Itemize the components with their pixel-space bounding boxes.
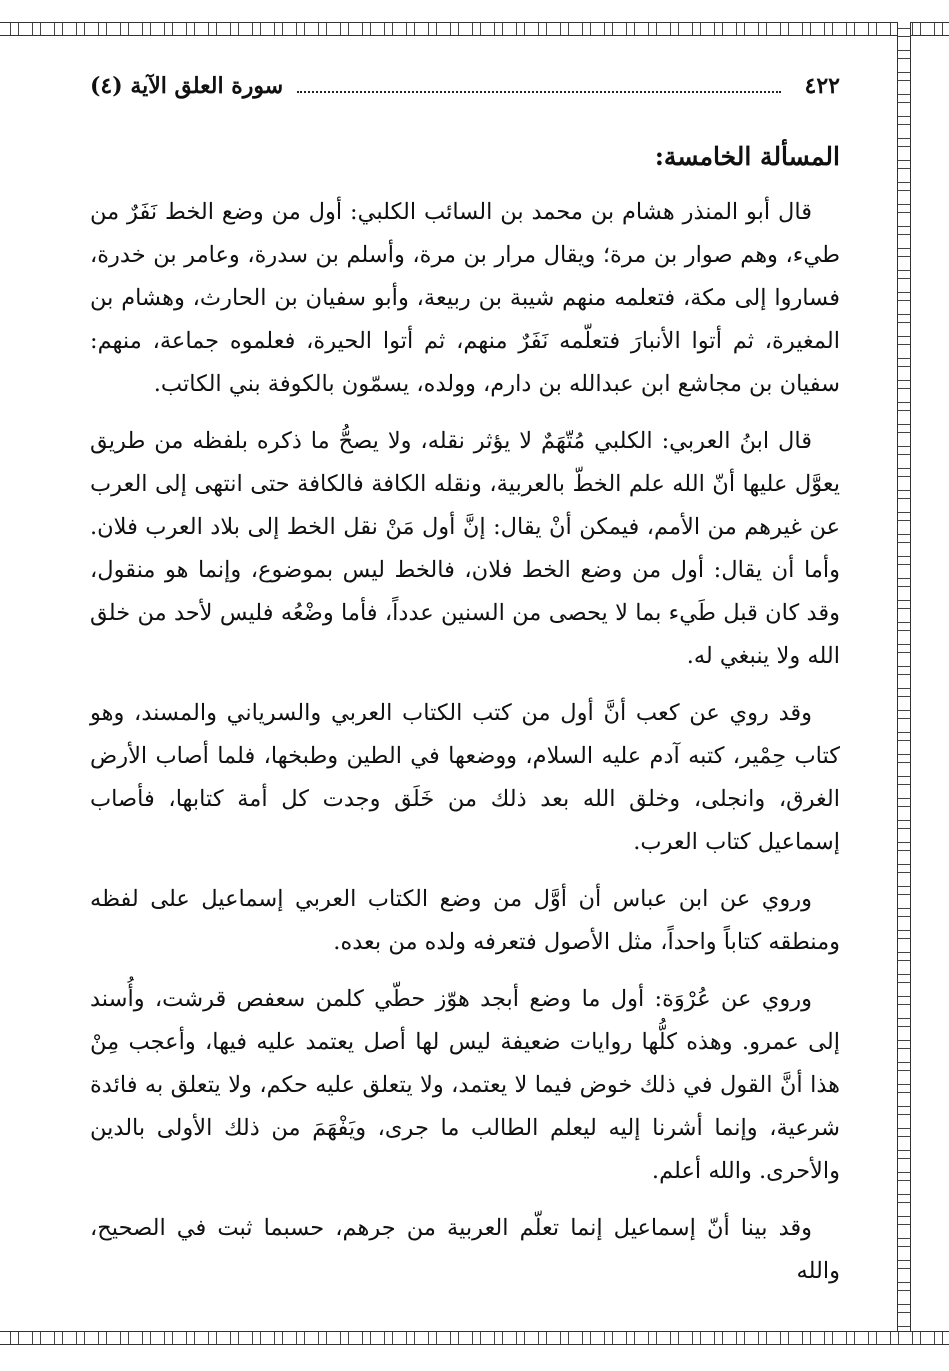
paragraph: وقد بينا أنّ إسماعيل إنما تعلّم العربية من جرهم، حسبما ثبت في الصحيح، والله: [90, 1215, 840, 1284]
paragraph: قال أبو المنذر هشام بن محمد بن السائب الكلبي: أول من وضع الخط نَفَرٌ من طيء، وهم صوار بن مرة؛ ويقال مرار بن مرة، وأسلم بن سدرة، وعامر بن خدرة، فساروا إلى مكة، فتعلمه منهم شيبة بن ربيعة، وأبو سفيان بن الحارث، وهشام بن المغيرة، ثم أتوا الأنبارَ فتعلّمه نَفَرٌ منهم، ثم أتوا الحيرة، فعلموه جماعة، منهم: سفيان بن مجاشع ابن عبدالله بن دارم، وولده، يسمّون بالكوفة بني الكاتب.: [90, 199, 840, 397]
surah-title: سورة العلق الآية (٤): [90, 73, 284, 99]
page-border-bottom: [0, 1331, 949, 1345]
paragraph: وروي عن عُرْوَة: أول ما وضع أبجد هوّز حطّي كلمن سعفص قرشت، وأُسند إلى عمرو. وهذه كلُّها روايات ضعيفة ليس لها أصل يعتمد عليه فيها، وأعجب مِنْ هذا أنَّ القول في ذلك خوض فيما لا يعتمد، ولا يتعلق عليه حكم، ولا يتعلق به فائدة شرعية، وإنما أشرنا إليه ليعلم الطالب ما جرى، ويَفْهَمَ من ذلك الأولى بالدين والأحرى. والله أعلم.: [90, 986, 840, 1184]
page-number: ٤٢٢: [804, 73, 840, 99]
page-border-top: [0, 22, 949, 36]
page-border-right: [897, 22, 911, 1345]
leader-dots: [297, 91, 780, 93]
page-body: [90, 60, 840, 1330]
paragraph: وقد روي عن كعب أنَّ أول من كتب الكتاب العربي والسرياني والمسند، وهو كتاب حِمْير، كتبه آدم عليه السلام، ووضعها في الطين وطبخها، فلما أصاب الأرض الغرق، وانجلى، وخلق الله بعد ذلك من خَلَق وجدت كل أمة كتابها، فأصاب إسماعيل كتاب العرب.: [90, 700, 840, 855]
paragraph: وروي عن ابن عباس أن أوَّل من وضع الكتاب العربي إسماعيل على لفظه ومنطقه كتاباً واحداً، مثل الأصول فتعرفه ولده من بعده.: [90, 886, 840, 955]
running-header: [90, 60, 840, 112]
section-heading: المسألة الخامسة:: [654, 142, 840, 171]
paragraph: قال ابنُ العربي: الكلبي مُتّهَمٌ لا يؤثر نقله، ولا يصحُّ ما ذكره بلفظه من طريق يعوَّل عليها أنّ الله علم الخطّ بالعربية، ونقله الكافة فالكافة حتى انتهى إلى العرب عن غيرهم من الأمم، فيمكن أنْ يقال: إنَّ أول مَنْ نقل الخط إلى بلاد العرب فلان. وأما أن يقال: أول من وضع الخط فلان، فالخط ليس بموضوع، وإنما هو منقول، وقد كان قبل طَيء بما لا يحصى من السنين عدداً، فأما وضْعُه فليس لأحد من خلق الله ولا ينبغي له.: [90, 428, 840, 669]
